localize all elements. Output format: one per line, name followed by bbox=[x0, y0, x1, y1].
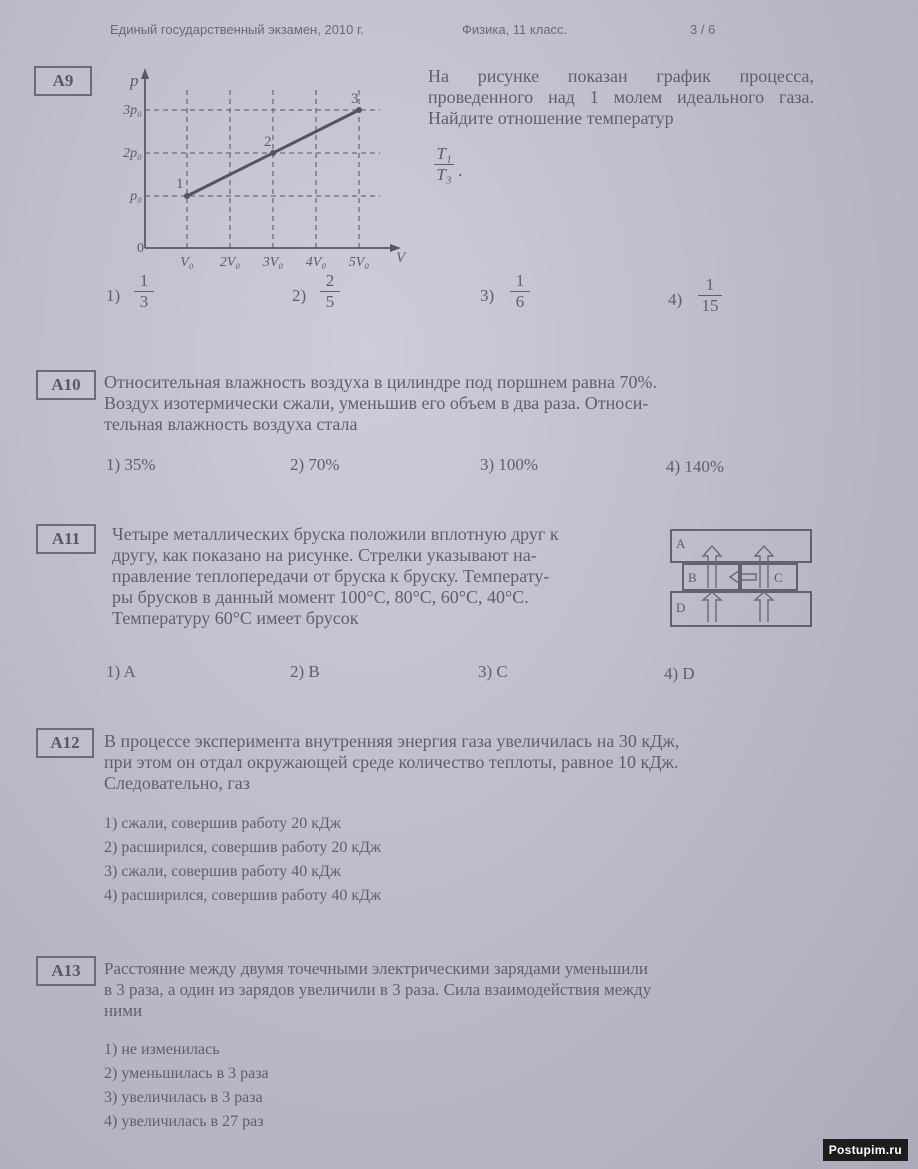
heat-arrow-c-to-a bbox=[755, 546, 773, 588]
option-a9-2[interactable]: 2 5 bbox=[318, 272, 342, 311]
x-tick-5v0: 5V₀ bbox=[348, 255, 370, 270]
x-tick-4v0: 4V₀ bbox=[305, 255, 327, 270]
option-a13-3[interactable]: 3) увеличилась в 3 раза bbox=[104, 1089, 263, 1106]
x-tick-2v0: 2V₀ bbox=[219, 255, 241, 270]
origin-label: 0 bbox=[137, 241, 144, 256]
heat-arrow-c-to-b bbox=[730, 570, 756, 584]
x-tick-v0: V₀ bbox=[180, 255, 194, 270]
subject-title: Физика, 11 класс. bbox=[462, 22, 568, 37]
option-a9-1[interactable]: 1 3 bbox=[132, 272, 156, 311]
heat-arrow-d-to-c bbox=[755, 592, 773, 622]
option-a10-3[interactable]: 3) 100% bbox=[480, 455, 539, 474]
question-text-a10: Относительная влажность воздуха в цилиндре под поршнем равна 70%. Воздух изотермически сжали, уменьшив его объем в два раза. Относи- тельная влажность воздуха стала bbox=[104, 372, 657, 434]
y-tick-p0: p₀ bbox=[130, 189, 142, 204]
option-a13-2[interactable]: 2) уменьшилась в 3 раза bbox=[104, 1065, 269, 1082]
bar-label-d: D bbox=[676, 600, 686, 615]
option-a10-1[interactable]: 1) 35% bbox=[106, 455, 156, 474]
y-axis-label: p bbox=[130, 71, 139, 90]
question-text-a12: В процессе эксперимента внутренняя энергия газа увеличилась на 30 кДж, при этом он отдал окружающей среде количество теплоты, равное 10 кДж. Следовательно, газ bbox=[104, 731, 680, 793]
x-axis-label: V bbox=[396, 250, 406, 266]
page-header bbox=[110, 22, 750, 42]
option-a9-3-number: 3) bbox=[480, 286, 495, 305]
option-a9-4-number: 4) bbox=[668, 290, 683, 309]
question-label-a13: A13 bbox=[36, 956, 96, 986]
exam-title: Единый государственный экзамен, 2010 г. bbox=[110, 22, 364, 37]
option-a9-4[interactable]: 1 15 bbox=[696, 276, 724, 315]
page-number: 3 / 6 bbox=[690, 22, 716, 37]
option-a13-1[interactable]: 1) не изменилась bbox=[104, 1041, 220, 1058]
point-label-2: 2 bbox=[264, 134, 272, 150]
point-label-3: 3 bbox=[351, 91, 359, 107]
question-label-a12: A12 bbox=[36, 728, 94, 758]
point-label-1: 1 bbox=[176, 176, 184, 192]
y-tick-3p0: 3p₀ bbox=[123, 103, 142, 118]
option-a9-1-number: 1) bbox=[106, 286, 121, 305]
bar-label-c: C bbox=[774, 570, 783, 585]
option-a9-3[interactable]: 1 6 bbox=[508, 272, 532, 311]
option-a11-3[interactable]: 3) C bbox=[478, 662, 508, 681]
question-text-a9: На рисунке показан график процесса, проведенного над 1 молем идеального газа. Найдите отношение температур bbox=[428, 66, 814, 128]
option-a11-4[interactable]: 4) D bbox=[664, 664, 695, 683]
question-text-a13: Расстояние между двумя точечными электрическими зарядами уменьшили в 3 раза, а один из зарядов увеличили в 3 раза. Сила взаимодействия между ними bbox=[104, 959, 652, 1020]
heat-arrow-b-to-a bbox=[703, 546, 721, 588]
option-a9-2-number: 2) bbox=[292, 286, 307, 305]
watermark: Postupim.ru bbox=[823, 1139, 908, 1161]
option-a10-2[interactable]: 2) 70% bbox=[290, 455, 340, 474]
option-a11-2[interactable]: 2) B bbox=[290, 662, 320, 681]
option-a12-4[interactable]: 4) расширился, совершив работу 40 кДж bbox=[104, 887, 382, 904]
option-a12-2[interactable]: 2) расширился, совершив работу 20 кДж bbox=[104, 839, 382, 856]
bar-label-b: B bbox=[688, 570, 697, 585]
option-a10-4[interactable]: 4) 140% bbox=[666, 457, 725, 476]
heat-arrow-d-to-b bbox=[703, 592, 721, 622]
question-text-a11: Четыре металлических бруска положили вплотную друг к другу, как показано на рисунке. Стрелки указывают на- правление теплопередачи от бруска к бруску. Температу- ры брусков в данный момент 100°С, 80°С, 60°С, 40°С. Температуру 60°С имеет брусок bbox=[112, 524, 559, 628]
option-a12-3[interactable]: 3) сжали, совершив работу 40 кДж bbox=[104, 863, 341, 880]
option-a11-1[interactable]: 1) A bbox=[106, 662, 136, 681]
temperature-ratio: T₁ T₃ bbox=[432, 145, 456, 184]
question-label-a10: A10 bbox=[36, 370, 96, 400]
bars-diagram bbox=[668, 526, 818, 632]
question-label-a9: A9 bbox=[34, 66, 92, 96]
options-a12 bbox=[104, 812, 381, 908]
x-tick-3v0: 3V₀ bbox=[262, 255, 284, 270]
option-a12-1[interactable]: 1) сжали, совершив работу 20 кДж bbox=[104, 815, 341, 832]
options-a13 bbox=[104, 1038, 269, 1134]
ratio-period: . bbox=[458, 160, 463, 180]
pv-graph bbox=[100, 66, 420, 276]
bar-label-a: A bbox=[676, 536, 686, 551]
question-label-a11: A11 bbox=[36, 524, 96, 554]
y-tick-2p0: 2p₀ bbox=[123, 146, 142, 161]
option-a13-4[interactable]: 4) увеличилась в 27 раз bbox=[104, 1113, 264, 1130]
